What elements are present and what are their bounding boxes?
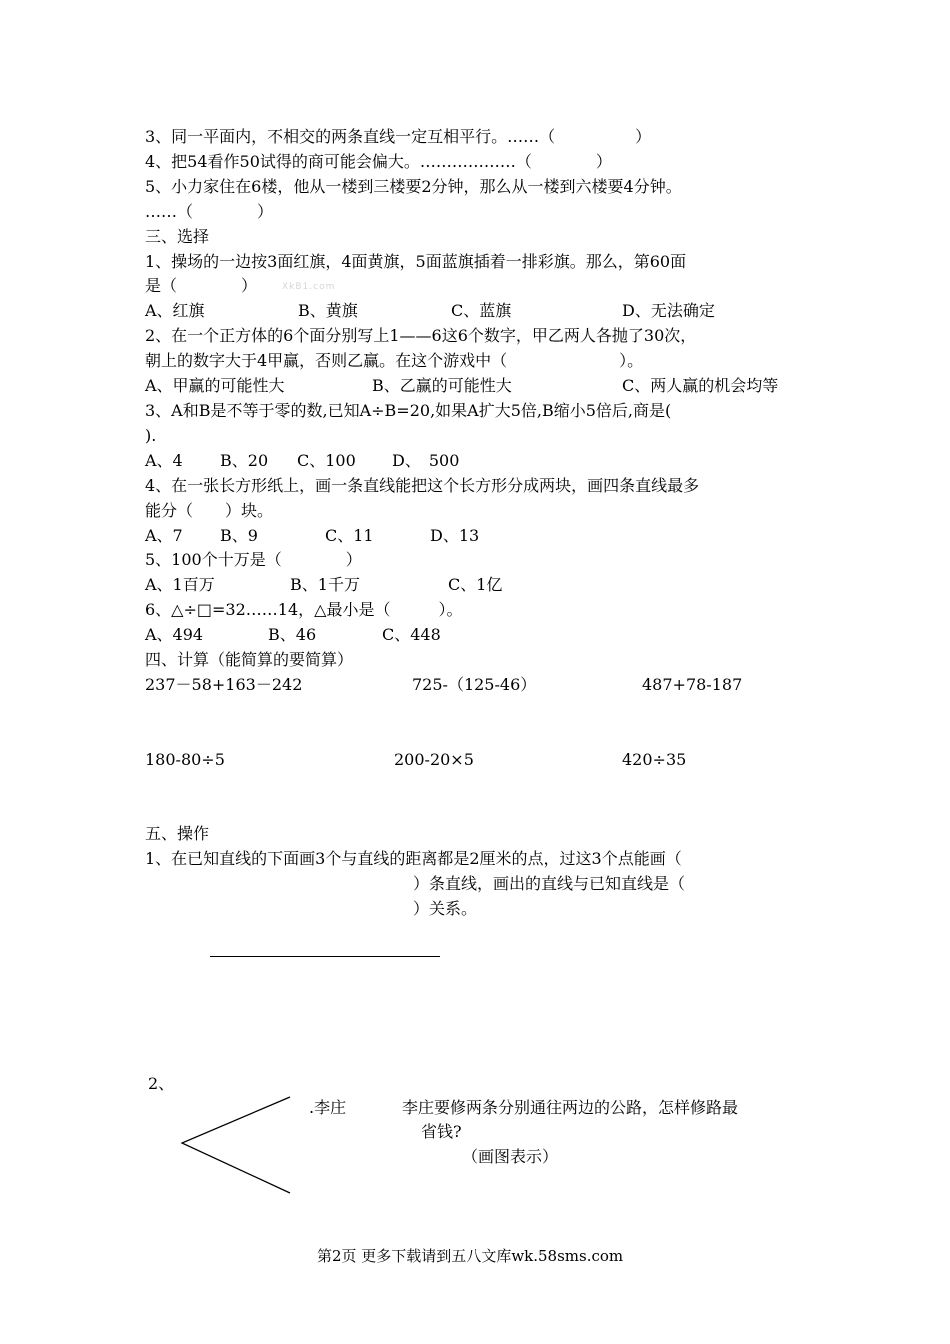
choice-q2-option-c: C、两人赢的机会均等	[622, 376, 779, 395]
calc-expr-1: 237－58+163－242	[145, 675, 303, 694]
choice-q5: 5、100个十万是（ ）	[145, 550, 362, 569]
given-straight-line	[210, 956, 440, 957]
page-footer: 第2页 更多下载请到五八文库wk.58sms.com	[317, 1247, 624, 1265]
choice-q1-option-a: A、红旗	[145, 301, 205, 320]
choice-q1-option-d: D、无法确定	[622, 301, 715, 320]
choice-q3-line2: ).	[145, 426, 157, 445]
angle-roads-figure	[180, 1095, 292, 1195]
choice-q1-option-c: C、蓝旗	[451, 301, 512, 320]
choice-q2-option-b: B、乙赢的可能性大	[372, 376, 512, 395]
angle-sides	[182, 1097, 290, 1193]
choice-q2-line2: 朝上的数字大于4甲赢，否则乙赢。在这个游戏中（ ）。	[145, 351, 644, 370]
calc-expr-5: 200-20×5	[394, 750, 474, 769]
choice-q1-line1: 1、操场的一边按3面红旗，4面黄旗，5面蓝旗插着一排彩旗。那么，第60面	[145, 252, 687, 271]
ops-q1-line1: 1、在已知直线的下面画3个与直线的距离都是2厘米的点，过这3个点能画（	[145, 849, 682, 868]
choice-q1-line2: 是（ ）	[145, 276, 258, 295]
ops-q2-question-line2: 省钱?	[421, 1122, 462, 1141]
choice-q4-line1: 4、在一张长方形纸上，画一条直线能把这个长方形分成两块，画四条直线最多	[145, 476, 700, 495]
calc-expr-6: 420÷35	[622, 750, 687, 769]
choice-q5-option-a: A、1百万	[145, 575, 215, 594]
choice-q4-option-d: D、13	[430, 526, 480, 545]
choice-q3-option-b: B、20	[220, 451, 269, 470]
ops-q2-number: 2、	[148, 1074, 175, 1093]
choice-q5-option-b: B、1千万	[290, 575, 360, 594]
watermark-text: XkB1.com	[282, 282, 336, 292]
choice-q4-option-a: A、7	[145, 526, 183, 545]
choice-q4-option-c: C、11	[325, 526, 374, 545]
choice-q6: 6、△÷□=32……14，△最小是（ ）。	[145, 600, 463, 619]
choice-q4-line2: 能分（ ）块。	[145, 501, 274, 520]
judge-q4: 4、把54看作50试得的商可能会偏大。………………（ ）	[145, 152, 612, 171]
choice-q1-option-b: B、黄旗	[298, 301, 358, 320]
ops-q2-hint: （画图表示）	[462, 1147, 559, 1166]
choice-q3-line1: 3、A和B是不等于零的数,已知A÷B=20,如果A扩大5倍,B缩小5倍后,商是(	[145, 401, 672, 420]
ops-q2-question-line1: 李庄要修两条分别通往两边的公路，怎样修路最	[402, 1098, 739, 1117]
ops-q1-line3: ）关系。	[413, 899, 478, 918]
calc-expr-2: 725-（125-46）	[412, 675, 537, 694]
ops-q1-line2: ）条直线，画出的直线与已知直线是（	[413, 874, 686, 893]
section-calc-heading: 四、计算（能简算的要简算）	[145, 650, 354, 669]
choice-q5-option-c: C、1亿	[448, 575, 503, 594]
judge-q3: 3、同一平面内，不相交的两条直线一定互相平行。……（ ）	[145, 127, 652, 146]
section-ops-heading: 五、操作	[145, 824, 210, 843]
choice-q6-option-a: A、494	[145, 625, 204, 644]
section-choice-heading: 三、选择	[145, 227, 210, 246]
judge-q5-line2: ……（ ）	[145, 202, 274, 221]
calc-expr-3: 487+78-187	[642, 675, 743, 694]
choice-q3-option-a: A、4	[145, 451, 183, 470]
choice-q3-option-c: C、100	[297, 451, 356, 470]
choice-q2-option-a: A、甲赢的可能性大	[145, 376, 285, 395]
li-zhuang-point-label: .李庄	[309, 1098, 347, 1117]
choice-q2-line1: 2、在一个正方体的6个面分别写上1——6这6个数字，甲乙两人各抛了30次，	[145, 326, 697, 345]
choice-q4-option-b: B、9	[220, 526, 258, 545]
judge-q5-line1: 5、小力家住在6楼，他从一楼到三楼要2分钟，那么从一楼到六楼要4分钟。	[145, 177, 682, 196]
calc-expr-4: 180-80÷5	[145, 750, 225, 769]
choice-q6-option-b: B、46	[268, 625, 317, 644]
choice-q3-option-d: D、 500	[392, 451, 460, 470]
choice-q6-option-c: C、448	[382, 625, 441, 644]
